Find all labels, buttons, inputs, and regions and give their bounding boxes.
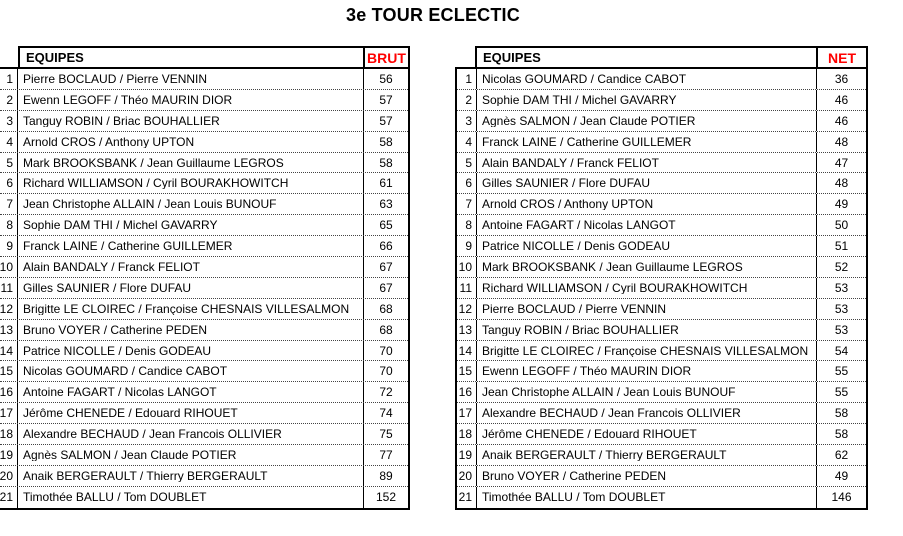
- rank-cell: 8: [457, 215, 477, 235]
- score-cell: 62: [816, 445, 866, 465]
- rank-cell: 6: [0, 173, 18, 193]
- rank-cell: 16: [457, 382, 477, 402]
- table-row: [457, 445, 866, 466]
- score-cell: 70: [363, 341, 408, 361]
- score-cell: 46: [816, 90, 866, 110]
- team-cell: Brigitte LE CLOIREC / Françoise CHESNAIS VILLESALMON: [482, 344, 809, 357]
- score-cell: 75: [363, 424, 408, 444]
- table-row: [0, 487, 408, 508]
- rank-cell: 2: [457, 90, 477, 110]
- table-row: [457, 299, 866, 320]
- team-cell: Alexandre BECHAUD / Jean Francois OLLIVIER: [23, 428, 282, 441]
- score-cell: 49: [816, 466, 866, 486]
- team-cell: Tanguy ROBIN / Briac BOUHALLIER: [23, 114, 220, 127]
- rank-cell: 6: [457, 173, 477, 193]
- table-row: [457, 320, 866, 341]
- score-cell: 66: [363, 236, 408, 256]
- team-cell: Tanguy ROBIN / Briac BOUHALLIER: [482, 323, 679, 336]
- team-cell: Antoine FAGART / Nicolas LANGOT: [482, 219, 676, 232]
- team-cell: Arnold CROS / Anthony UPTON: [482, 198, 654, 211]
- table-row: [457, 257, 866, 278]
- net-equipes-header: EQUIPES: [483, 50, 541, 65]
- score-cell: 63: [363, 194, 408, 214]
- team-cell: Ewenn LEGOFF / Théo MAURIN DIOR: [482, 365, 692, 378]
- table-row: [457, 132, 866, 153]
- rank-cell: 9: [457, 236, 477, 256]
- table-row: [457, 403, 866, 424]
- score-cell: 146: [816, 487, 866, 508]
- team-cell: Mark BROOKSBANK / Jean Guillaume LEGROS: [482, 260, 743, 273]
- table-row: [0, 320, 408, 341]
- table-row: [0, 194, 408, 215]
- net-table-body: [455, 67, 868, 510]
- rank-cell: 17: [0, 403, 18, 423]
- score-cell: 67: [363, 257, 408, 277]
- score-cell: 58: [363, 153, 408, 173]
- team-cell: Timothée BALLU / Tom DOUBLET: [23, 491, 207, 504]
- rank-cell: 3: [0, 111, 18, 131]
- team-cell: Bruno VOYER / Catherine PEDEN: [23, 323, 208, 336]
- table-row: [457, 382, 866, 403]
- rank-cell: 3: [457, 111, 477, 131]
- score-cell: 70: [363, 361, 408, 381]
- brut-table: [0, 46, 410, 510]
- rank-cell: 4: [0, 132, 18, 152]
- score-cell: 58: [816, 403, 866, 423]
- team-cell: Alexandre BECHAUD / Jean Francois OLLIVIER: [482, 407, 741, 420]
- rank-cell: 11: [0, 278, 18, 298]
- table-row: [0, 361, 408, 382]
- table-row: [457, 361, 866, 382]
- score-cell: 61: [363, 173, 408, 193]
- table-row: [0, 215, 408, 236]
- rank-cell: 21: [457, 487, 477, 508]
- score-cell: 57: [363, 90, 408, 110]
- team-cell: Alain BANDALY / Franck FELIOT: [482, 156, 659, 169]
- team-cell: Alain BANDALY / Franck FELIOT: [23, 260, 200, 273]
- rank-cell: 10: [0, 257, 18, 277]
- table-row: [0, 153, 408, 174]
- brut-equipes-header: EQUIPES: [26, 50, 84, 65]
- table-row: [0, 382, 408, 403]
- rank-cell: 9: [0, 236, 18, 256]
- table-row: [457, 341, 866, 362]
- score-cell: 152: [363, 487, 408, 508]
- rank-cell: 11: [457, 278, 477, 298]
- team-cell: Mark BROOKSBANK / Jean Guillaume LEGROS: [23, 156, 284, 169]
- rank-cell: 13: [0, 320, 18, 340]
- score-cell: 46: [816, 111, 866, 131]
- table-row: [0, 424, 408, 445]
- score-cell: 74: [363, 403, 408, 423]
- score-cell: 53: [816, 278, 866, 298]
- rank-cell: 18: [457, 424, 477, 444]
- rank-cell: 21: [0, 487, 18, 508]
- rank-cell: 17: [457, 403, 477, 423]
- table-row: [0, 403, 408, 424]
- score-cell: 48: [816, 173, 866, 193]
- team-cell: Anaik BERGERAULT / Thierry BERGERAULT: [482, 448, 727, 461]
- team-cell: Richard WILLIAMSON / Cyril BOURAKHOWITCH: [23, 177, 289, 190]
- score-cell: 68: [363, 299, 408, 319]
- rank-cell: 4: [457, 132, 477, 152]
- score-cell: 55: [816, 382, 866, 402]
- score-cell: 53: [816, 320, 866, 340]
- team-cell: Jérôme CHENEDE / Edouard RIHOUET: [23, 407, 238, 420]
- net-table: [455, 46, 868, 510]
- table-row: [457, 424, 866, 445]
- team-cell: Gilles SAUNIER / Flore DUFAU: [23, 281, 192, 294]
- score-cell: 47: [816, 153, 866, 173]
- rank-cell: 16: [0, 382, 18, 402]
- rank-cell: 5: [0, 153, 18, 173]
- score-cell: 49: [816, 194, 866, 214]
- team-cell: Antoine FAGART / Nicolas LANGOT: [23, 386, 217, 399]
- team-cell: Patrice NICOLLE / Denis GODEAU: [482, 240, 671, 253]
- team-cell: Bruno VOYER / Catherine PEDEN: [482, 469, 667, 482]
- table-row: [457, 173, 866, 194]
- team-cell: Franck LAINE / Catherine GUILLEMER: [23, 240, 233, 253]
- score-cell: 65: [363, 215, 408, 235]
- score-cell: 54: [816, 341, 866, 361]
- brut-table-header: [18, 46, 410, 67]
- table-row: [0, 466, 408, 487]
- table-row: [0, 278, 408, 299]
- table-row: [457, 194, 866, 215]
- table-row: [457, 487, 866, 508]
- table-row: [0, 90, 408, 111]
- table-row: [0, 299, 408, 320]
- rank-cell: 12: [457, 299, 477, 319]
- rank-cell: 20: [457, 466, 477, 486]
- rank-cell: 14: [0, 341, 18, 361]
- rank-cell: 19: [457, 445, 477, 465]
- table-row: [457, 69, 866, 90]
- table-row: [0, 111, 408, 132]
- rank-cell: 2: [0, 90, 18, 110]
- rank-cell: 1: [0, 69, 18, 89]
- team-cell: Jean Christophe ALLAIN / Jean Louis BUNOUF: [23, 198, 277, 211]
- score-cell: 58: [363, 132, 408, 152]
- rank-cell: 7: [457, 194, 477, 214]
- table-row: [457, 90, 866, 111]
- team-cell: Arnold CROS / Anthony UPTON: [23, 135, 195, 148]
- score-cell: 55: [816, 361, 866, 381]
- score-cell: 89: [363, 466, 408, 486]
- table-row: [457, 466, 866, 487]
- score-cell: 68: [363, 320, 408, 340]
- team-cell: Anaik BERGERAULT / Thierry BERGERAULT: [23, 469, 268, 482]
- team-cell: Jean Christophe ALLAIN / Jean Louis BUNOUF: [482, 386, 736, 399]
- rank-cell: 1: [457, 69, 477, 89]
- page-title: 3e TOUR ECLECTIC: [346, 5, 520, 25]
- table-row: [0, 132, 408, 153]
- team-cell: Ewenn LEGOFF / Théo MAURIN DIOR: [23, 93, 233, 106]
- table-row: [457, 153, 866, 174]
- rank-cell: 15: [0, 361, 18, 381]
- table-row: [457, 236, 866, 257]
- table-row: [457, 111, 866, 132]
- rank-cell: 20: [0, 466, 18, 486]
- rank-cell: 7: [0, 194, 18, 214]
- team-cell: Sophie DAM THI / Michel GAVARRY: [23, 219, 218, 232]
- rank-cell: 15: [457, 361, 477, 381]
- score-cell: 57: [363, 111, 408, 131]
- score-cell: 50: [816, 215, 866, 235]
- brut-table-body: [0, 67, 410, 510]
- team-cell: Jérôme CHENEDE / Edouard RIHOUET: [482, 428, 697, 441]
- rank-cell: 12: [0, 299, 18, 319]
- table-row: [0, 173, 408, 194]
- score-cell: 52: [816, 257, 866, 277]
- table-row: [0, 257, 408, 278]
- team-cell: Gilles SAUNIER / Flore DUFAU: [482, 177, 651, 190]
- team-cell: Pierre BOCLAUD / Pierre VENNIN: [23, 72, 208, 85]
- rank-cell: 18: [0, 424, 18, 444]
- score-cell: 56: [363, 69, 408, 89]
- score-cell: 72: [363, 382, 408, 402]
- rank-cell: 8: [0, 215, 18, 235]
- score-cell: 36: [816, 69, 866, 89]
- score-cell: 48: [816, 132, 866, 152]
- score-cell: 77: [363, 445, 408, 465]
- table-row: [0, 445, 408, 466]
- team-cell: Agnès SALMON / Jean Claude POTIER: [482, 114, 696, 127]
- team-cell: Richard WILLIAMSON / Cyril BOURAKHOWITCH: [482, 281, 748, 294]
- table-row: [457, 278, 866, 299]
- score-cell: 67: [363, 278, 408, 298]
- net-table-header: [475, 46, 868, 67]
- table-row: [0, 69, 408, 90]
- score-cell: 58: [816, 424, 866, 444]
- table-row: [0, 341, 408, 362]
- brut-score-header: BRUT: [363, 48, 408, 67]
- team-cell: Agnès SALMON / Jean Claude POTIER: [23, 448, 237, 461]
- table-row: [457, 215, 866, 236]
- team-cell: Pierre BOCLAUD / Pierre VENNIN: [482, 302, 667, 315]
- rank-cell: 5: [457, 153, 477, 173]
- team-cell: Brigitte LE CLOIREC / Françoise CHESNAIS VILLESALMON: [23, 302, 350, 315]
- rank-cell: 14: [457, 341, 477, 361]
- table-row: [0, 236, 408, 257]
- team-cell: Nicolas GOUMARD / Candice CABOT: [482, 72, 687, 85]
- team-cell: Sophie DAM THI / Michel GAVARRY: [482, 93, 677, 106]
- score-cell: 53: [816, 299, 866, 319]
- rank-cell: 13: [457, 320, 477, 340]
- rank-cell: 19: [0, 445, 18, 465]
- score-cell: 51: [816, 236, 866, 256]
- team-cell: Timothée BALLU / Tom DOUBLET: [482, 491, 666, 504]
- team-cell: Franck LAINE / Catherine GUILLEMER: [482, 135, 692, 148]
- team-cell: Patrice NICOLLE / Denis GODEAU: [23, 344, 212, 357]
- net-score-header: NET: [816, 48, 866, 67]
- rank-cell: 10: [457, 257, 477, 277]
- team-cell: Nicolas GOUMARD / Candice CABOT: [23, 365, 228, 378]
